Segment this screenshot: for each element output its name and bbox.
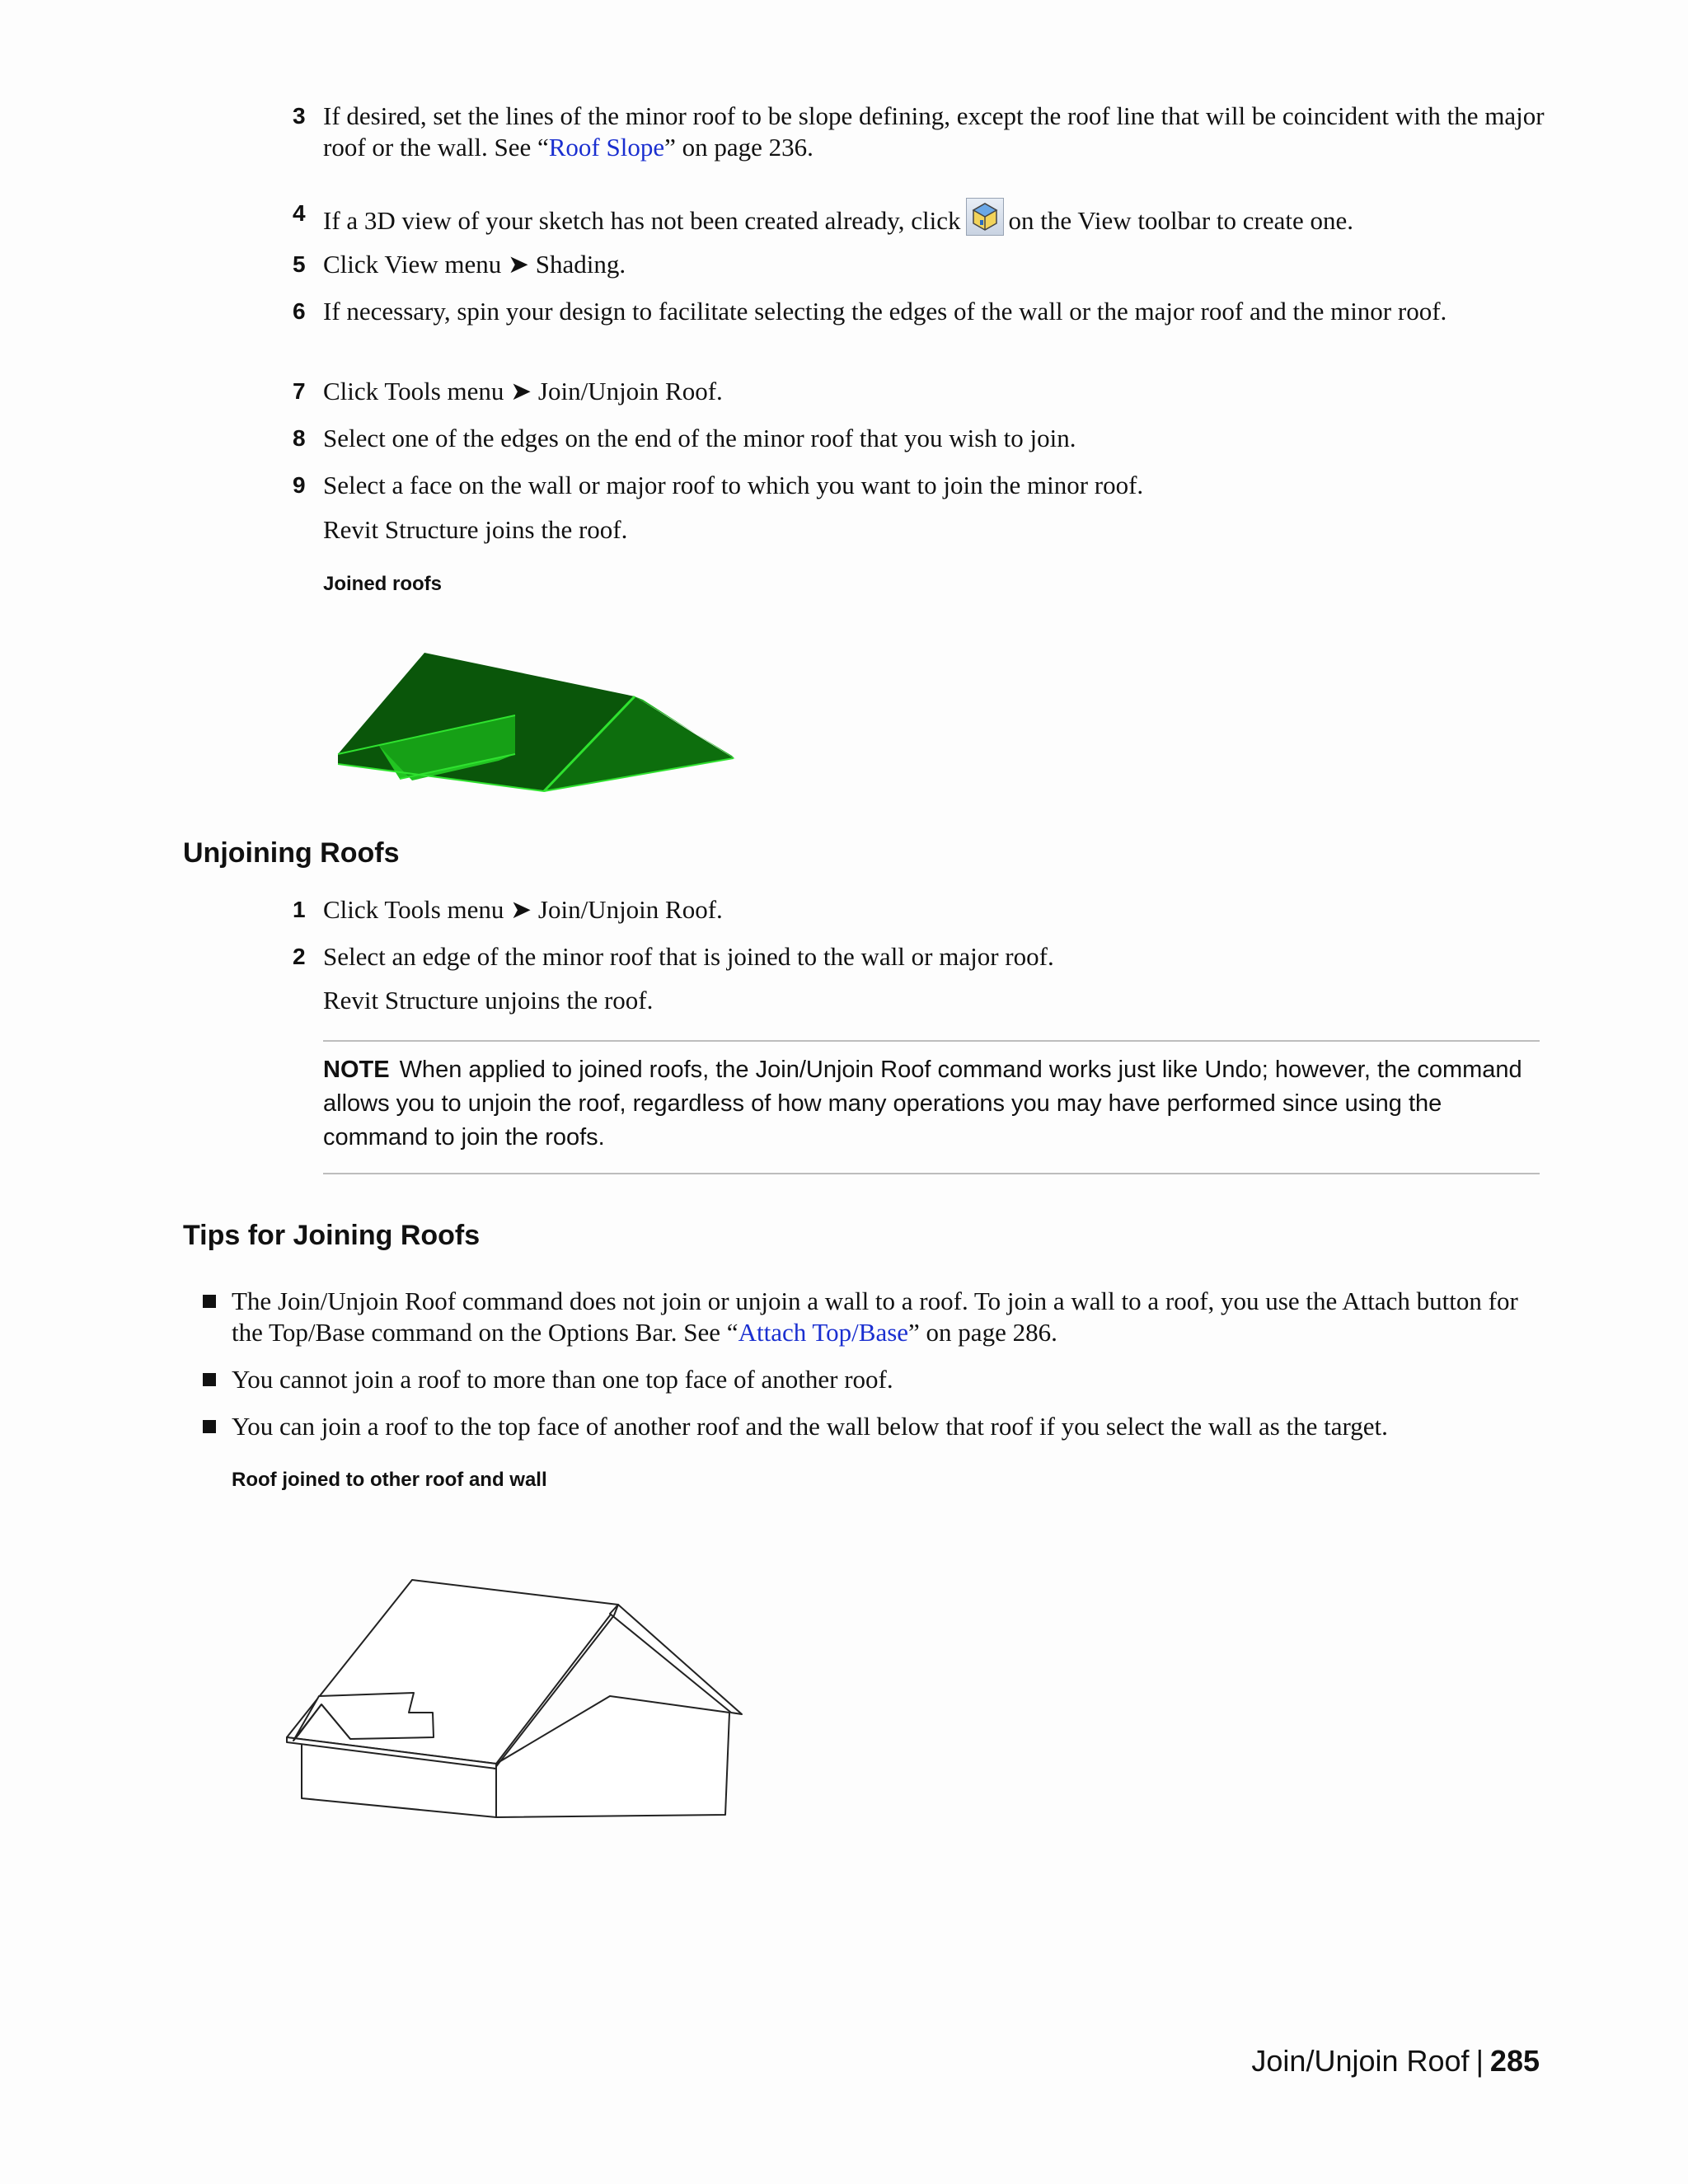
step-5 — [293, 249, 1545, 280]
step-number: 6 — [293, 298, 306, 324]
bullet-icon — [203, 1420, 216, 1433]
step-number: 7 — [293, 378, 306, 404]
note-text: When applied to joined roofs, the Join/Unjoin Roof command works just like Undo; however, the command allows you to unjoin the roof, regardless of how many operations you may have performed since using the command to join the roofs. — [323, 1057, 1522, 1151]
step-number: 8 — [293, 425, 306, 451]
result-text: Revit Structure unjoins the roof. — [323, 986, 654, 1015]
gable-trim — [610, 1605, 742, 1714]
joined-roofs-figure — [321, 639, 750, 804]
step-number: 3 — [293, 103, 306, 129]
note-top-divider — [323, 1040, 1540, 1042]
roof-joined-wall-figure — [280, 1566, 758, 1846]
roof-slope-link[interactable]: Roof Slope — [548, 133, 665, 162]
figure-caption: Joined roofs — [323, 573, 443, 595]
3d-view-icon — [966, 198, 1004, 236]
attach-top-base-link[interactable]: Attach Top/Base — [738, 1318, 909, 1347]
figure-caption: Roof joined to other roof and wall — [232, 1469, 547, 1491]
unjoin-step-2 — [293, 941, 1545, 972]
step-number: 9 — [293, 472, 306, 498]
step-text: Select a face on the wall or major roof to which you want to join the minor roof. — [323, 471, 1144, 499]
step-number: 5 — [293, 251, 306, 277]
bullet-icon — [203, 1295, 216, 1308]
step-7 — [293, 376, 1545, 407]
footer-separator: | — [1475, 2044, 1484, 2078]
step-text: Select one of the edges on the end of the minor roof that you wish to join. — [323, 424, 1076, 452]
note-bottom-divider — [323, 1173, 1540, 1174]
section-heading-unjoining: Unjoining Roofs — [183, 837, 400, 869]
step-text: Click View menu ➤ Shading. — [323, 250, 626, 279]
step-text: Select an edge of the minor roof that is joined to the wall or major roof. — [323, 942, 1054, 971]
step-text: Click Tools menu ➤ Join/Unjoin Roof. — [323, 895, 723, 924]
step-number: 1 — [293, 897, 306, 922]
note-label: NOTE — [323, 1057, 390, 1083]
page-footer — [1251, 2044, 1540, 2079]
tip-item: You cannot join a roof to more than one top face of another roof. — [203, 1364, 1546, 1395]
section-heading-tips: Tips for Joining Roofs — [183, 1220, 481, 1251]
note-box — [323, 1053, 1541, 1155]
step-3 — [293, 101, 1545, 163]
step-6 — [293, 296, 1545, 327]
bullet-icon — [203, 1373, 216, 1386]
result-text: Revit Structure joins the roof. — [323, 515, 628, 544]
tip-item: You can join a roof to the top face of another roof and the wall below that roof if you select the wall as the target. — [203, 1411, 1546, 1442]
footer-title: Join/Unjoin Roof — [1251, 2044, 1470, 2078]
page-number: 285 — [1489, 2044, 1540, 2078]
step-9 — [293, 470, 1545, 501]
step-text: If necessary, spin your design to facilitate selecting the edges of the wall or the major roof and the minor roof. — [323, 297, 1447, 326]
step-text: If desired, set the lines of the minor roof to be slope defining, except the roof line that will be coincident with the major roof or the wall. See “Roof Slope” on page 236. — [323, 101, 1545, 162]
step-text: If a 3D view of your sketch has not been created already, click on the View toolbar to create one. — [323, 198, 1545, 237]
step-8 — [293, 423, 1545, 454]
tip-item: The Join/Unjoin Roof command does not join or unjoin a wall to a roof. To join a wall to a roof, you use the Attach button for the Top/Base command on the Options Bar. See “Attach Top/Base” on page 286. — [203, 1286, 1546, 1348]
step-number: 2 — [293, 944, 306, 969]
step-4 — [293, 198, 1545, 237]
step-number: 4 — [293, 200, 306, 226]
unjoin-step-1 — [293, 894, 1545, 926]
step-text: Click Tools menu ➤ Join/Unjoin Roof. — [323, 377, 723, 405]
